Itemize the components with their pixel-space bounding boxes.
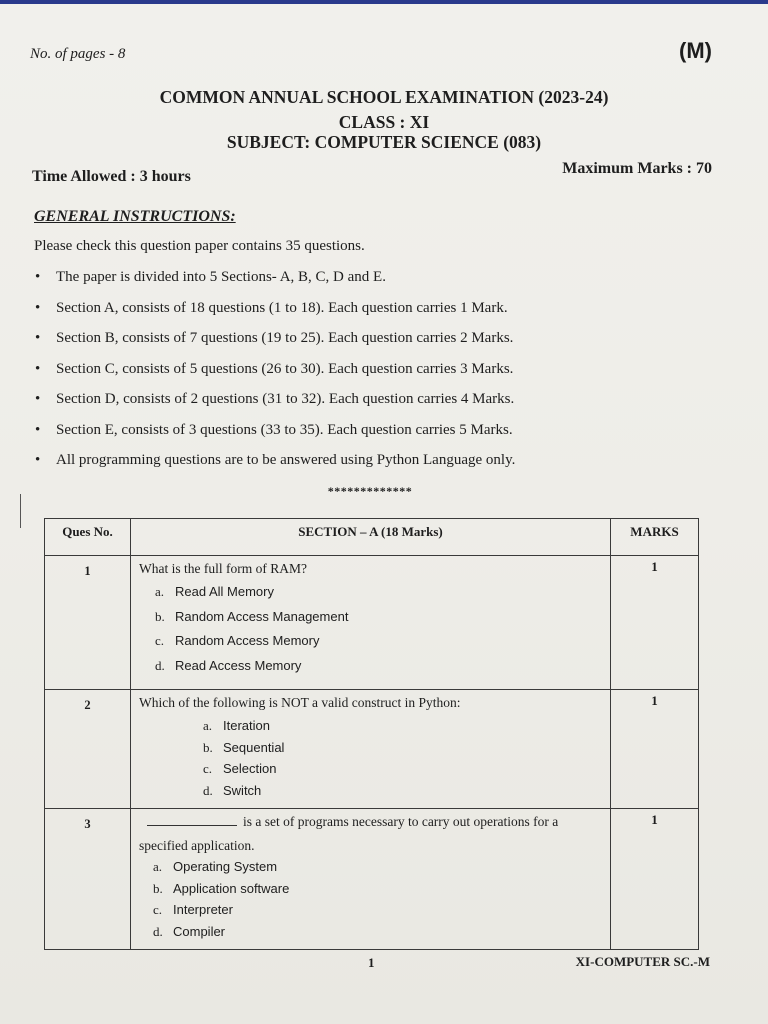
column-header-marks: MARKS [611,519,699,556]
question-marks: 1 [611,690,699,809]
option-item: a. Iteration [203,718,270,733]
option-item: d. Compiler [153,923,226,939]
column-header-qno: Ques No. [45,519,131,556]
option-item: d. Read Access Memory [155,657,302,673]
question-text-continued: specified application. [139,838,255,853]
question-marks: 1 [611,809,699,950]
option-item: d. Switch [203,782,262,798]
instruction-item: • Section B, consists of 7 questions (19 to 25). Each question carries 2 Marks. [34,327,515,358]
question-number: 1 [45,556,131,690]
question-number: 3 [45,809,131,950]
options-list [139,716,604,802]
option-item: b. Random Access Management [155,608,349,624]
table-row [45,690,699,809]
margin-mark [20,494,21,528]
option-item: c. Random Access Memory [155,633,320,648]
question-marks: 1 [611,556,699,690]
page-number: 1 [368,955,375,970]
time-allowed: Time Allowed : 3 hours [32,168,191,185]
options-list [139,582,604,680]
table-row [45,556,699,690]
table-row [45,809,699,950]
question-text: Which of the following is NOT a valid construct in Python: [139,695,461,710]
instruction-item: • Section A, consists of 18 questions (1 to 18). Each question carries 1 Mark. [34,297,515,328]
footer-code: XI-COMPUTER SC.-M [575,954,710,969]
instruction-item: • All programming questions are to be answered using Python Language only. [34,449,515,480]
question-number: 2 [45,690,131,809]
instruction-item: • The paper is divided into 5 Sections- A, B, C, D and E. [34,266,515,297]
instruction-item: • Section E, consists of 3 questions (33 to 35). Each question carries 5 Marks. [34,419,515,450]
questions-table [44,518,699,950]
bullet-icon: • [35,269,41,285]
subject-title: SUBJECT: COMPUTER SCIENCE (083) [226,132,542,152]
exam-title: COMMON ANNUAL SCHOOL EXAMINATION (2023-24) [159,87,609,107]
question-text: What is the full form of RAM? [139,561,307,576]
option-item: c. Interpreter [153,902,233,917]
instructions-intro: Please check this question paper contains 35 questions. [34,238,365,254]
table-header-row [45,519,699,556]
options-list [139,857,604,943]
class-title: CLASS : XI [338,112,430,132]
option-item: b. Application software [153,880,290,896]
question-cell [131,690,611,809]
option-item: c. Selection [203,761,277,776]
instructions-list [34,266,515,480]
bullet-icon: • [35,360,41,377]
instructions-heading: GENERAL INSTRUCTIONS: [34,208,236,225]
bullet-icon: • [35,452,41,468]
question-text: is a set of programs necessary to carry out operations for a [139,813,604,831]
answer-blank [147,813,237,826]
instruction-item: • Section C, consists of 5 questions (26 to 30). Each question carries 3 Marks. [34,358,515,389]
instruction-item: • Section D, consists of 2 questions (31 to 32). Each question carries 4 Marks. [34,388,515,419]
set-code: (M) [679,38,712,63]
bullet-icon: • [35,391,41,407]
bullet-icon: • [35,330,41,346]
option-item: b. Sequential [203,739,285,755]
page-count: No. of pages - 8 [30,46,126,62]
maximum-marks: Maximum Marks : 70 [562,160,712,177]
option-item: a. Read All Memory [155,584,274,599]
separator: ************* [327,484,413,498]
page-edge [0,0,768,4]
bullet-icon: • [35,421,41,438]
question-cell [131,556,611,690]
column-header-section: SECTION – A (18 Marks) [131,519,611,556]
question-cell [131,809,611,950]
bullet-icon: • [35,299,41,316]
option-item: a. Operating System [153,859,278,874]
